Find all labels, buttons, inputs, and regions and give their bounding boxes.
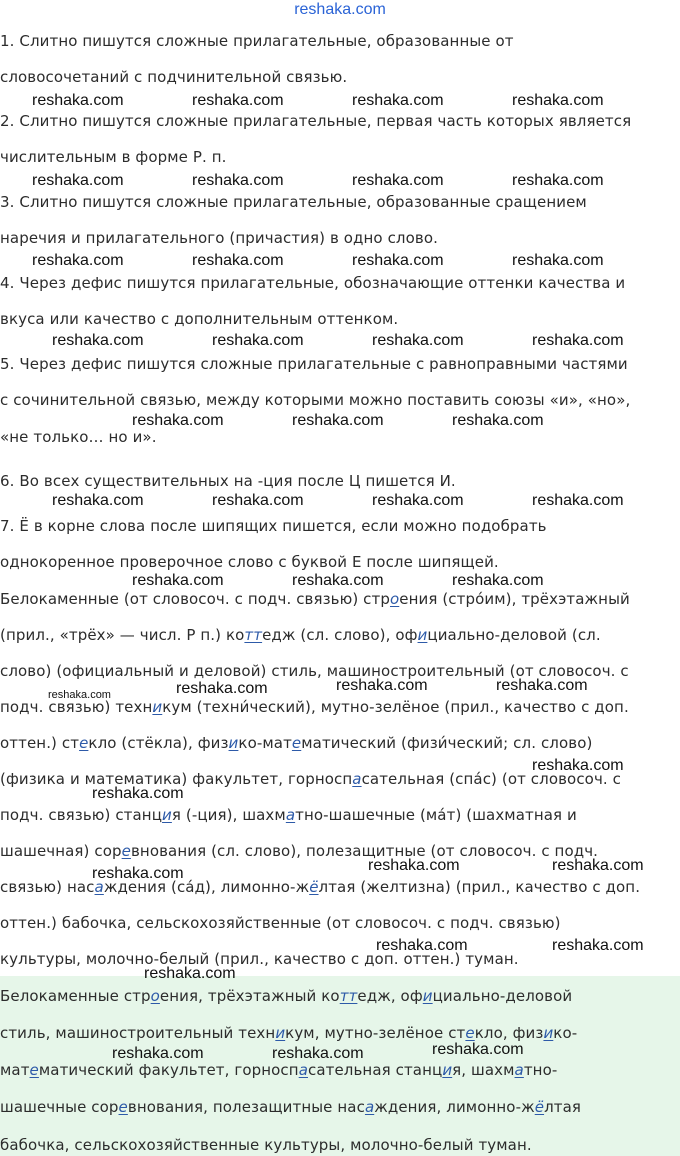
watermark: reshaka.com <box>512 252 604 269</box>
watermark: reshaka.com <box>32 252 124 269</box>
watermark: reshaka.com <box>512 92 604 109</box>
text-segment: кло (стёкла), физ <box>88 734 229 752</box>
watermark: reshaka.com <box>336 677 428 694</box>
highlighted-letter: е <box>121 842 131 860</box>
watermark: reshaka.com <box>532 757 624 774</box>
watermark: reshaka.com <box>292 572 384 589</box>
highlighted-letter: о <box>150 987 160 1005</box>
text-segment: циально-деловой (сл. <box>427 626 601 644</box>
text-segment: ения (стро́им), трёхэтажный <box>399 590 630 608</box>
highlighted-letter: е <box>465 1024 475 1042</box>
text-segment: лтая (желтизна) (прил., качество с доп. <box>318 878 641 896</box>
text-segment: я, шахм <box>452 1061 515 1079</box>
watermark: reshaka.com <box>452 412 544 429</box>
highlighted-letter: тт <box>244 626 263 644</box>
text-segment: шашечная) сор <box>0 842 122 860</box>
text-segment: кум (техни́ческий), мутно-зелёное (прил., качество с доп. <box>162 698 629 716</box>
answer-line <box>0 1061 680 1080</box>
text-segment: внования, полезащитные нас <box>127 1098 365 1116</box>
rule-line: 5. Через дефис пишутся сложные прилагательные с равноправными частями <box>0 355 628 373</box>
watermark: reshaka.com <box>352 172 444 189</box>
highlighted-letter: и <box>228 734 239 752</box>
text-segment: матический факультет, горносп <box>38 1061 299 1079</box>
text-segment: кум, мутно-зелёное ст <box>285 1024 466 1042</box>
highlighted-letter: а <box>285 806 296 824</box>
watermark-small: reshaka.com <box>48 689 111 701</box>
text-segment: оттен.) ст <box>0 734 80 752</box>
highlighted-letter: и <box>417 626 428 644</box>
text-segment: циально-деловой <box>432 987 573 1005</box>
explanation-line <box>0 734 680 753</box>
text-segment: связью) нас <box>0 878 95 896</box>
watermark: reshaka.com <box>352 252 444 269</box>
explanation-line <box>0 590 680 609</box>
highlighted-letter: а <box>298 1061 308 1079</box>
text-segment: подч. связью) станц <box>0 806 163 824</box>
highlighted-letter: и <box>442 1061 453 1079</box>
watermark: reshaka.com <box>292 412 384 429</box>
text-segment: Белокаменные (от словосоч. с подч. связью) стр <box>0 590 390 608</box>
watermark: reshaka.com <box>132 572 224 589</box>
answer-line <box>0 1136 680 1155</box>
answer-line <box>0 1024 680 1043</box>
text-segment: ко- <box>553 1024 578 1042</box>
highlighted-letter: ё <box>534 1098 545 1116</box>
rule-line: 6. Во всех существительных на -ция после Ц пишется И. <box>0 472 456 490</box>
text-segment: культуры, молочно-белый (прил., качество с доп. оттен.) туман. <box>0 950 519 968</box>
watermark: reshaka.com <box>52 332 144 349</box>
text-segment: тно-шашечные (ма́т) (шахматная и <box>295 806 577 824</box>
watermark: reshaka.com <box>92 785 184 802</box>
text-segment: шашечные сор <box>0 1098 119 1116</box>
rule-line: с сочинительной связью, между которыми можно поставить союзы «и», «но», <box>0 391 631 409</box>
text-segment: ждения, лимонно-ж <box>374 1098 535 1116</box>
rule-line: 1. Слитно пишутся сложные прилагательные, образованные от <box>0 32 514 50</box>
explanation-line <box>0 914 680 933</box>
watermark: reshaka.com <box>52 492 144 509</box>
highlighted-letter: е <box>118 1098 128 1116</box>
text-segment: внования (сл. слово), полезащитные (от словосоч. с подч. <box>130 842 599 860</box>
highlighted-letter: и <box>422 987 433 1005</box>
text-segment: тно- <box>523 1061 558 1079</box>
watermark: reshaka.com <box>532 492 624 509</box>
highlighted-letter: а <box>514 1061 524 1079</box>
highlighted-letter: а <box>364 1098 375 1116</box>
text-segment: едж (сл. слово), оф <box>262 626 418 644</box>
highlighted-letter: а <box>352 770 362 788</box>
rule-line: числительным в форме Р. п. <box>0 148 227 166</box>
watermark: reshaka.com <box>372 332 464 349</box>
watermark: reshaka.com <box>112 1045 204 1062</box>
highlighted-letter: е <box>29 1061 39 1079</box>
highlighted-letter: ё <box>309 878 319 896</box>
rule-line: 7. Ё в корне слова после шипящих пишется, если можно подобрать <box>0 517 547 535</box>
text-segment: я (-ция), шахм <box>171 806 286 824</box>
text-segment: Белокаменные стр <box>0 987 151 1005</box>
rule-line: 2. Слитно пишутся сложные прилагательные, первая часть которых является <box>0 112 632 130</box>
watermark: reshaka.com <box>552 857 644 874</box>
watermark: reshaka.com <box>92 865 184 882</box>
answer-line <box>0 987 680 1006</box>
rule-line: однокоренное проверочное слово с буквой Е после шипящей. <box>0 553 499 571</box>
watermark: reshaka.com <box>376 937 468 954</box>
highlighted-letter: а <box>94 878 104 896</box>
highlighted-letter: и <box>162 806 172 824</box>
highlighted-letter: и <box>152 698 163 716</box>
text-segment: кло, физ <box>474 1024 544 1042</box>
highlighted-letter: и <box>275 1024 286 1042</box>
watermark: reshaka.com <box>132 412 224 429</box>
text-segment: слово) (официальный и деловой) стиль, машиностроительный (от словосоч. с <box>0 662 629 680</box>
text-segment: матический (физи́ческий; сл. слово) <box>301 734 593 752</box>
text-segment: сательная (спа́с) (от словосоч. с <box>361 770 622 788</box>
watermark: reshaka.com <box>372 492 464 509</box>
watermark: reshaka.com <box>272 1045 364 1062</box>
text-segment: ения, трёхэтажный ко <box>159 987 340 1005</box>
text-segment: сательная станц <box>307 1061 443 1079</box>
watermark: reshaka.com <box>532 332 624 349</box>
explanation-line <box>0 626 680 645</box>
highlighted-letter: и <box>543 1024 554 1042</box>
rule-line: вкуса или качество с дополнительным оттенком. <box>0 310 399 328</box>
answer-line <box>0 1098 680 1117</box>
text-segment: лтая <box>544 1098 582 1116</box>
rule-line: 3. Слитно пишутся сложные прилагательные, образованные сращением <box>0 193 587 211</box>
text-segment: ко-мат <box>238 734 292 752</box>
highlighted-letter: тт <box>339 987 358 1005</box>
watermark: reshaka.com <box>144 965 236 982</box>
highlighted-letter: о <box>389 590 400 608</box>
text-segment: ждения (са́д), лимонно-ж <box>103 878 310 896</box>
text-segment: оттен.) бабочка, сельскохозяйственные (от словосоч. с подч. связью) <box>0 914 561 932</box>
site-title[interactable]: reshaka.com <box>294 1 386 18</box>
watermark: reshaka.com <box>176 680 268 697</box>
watermark: reshaka.com <box>32 172 124 189</box>
watermark: reshaka.com <box>432 1041 524 1058</box>
rule-line: словосочетаний с подчинительной связью. <box>0 68 348 86</box>
highlighted-letter: е <box>291 734 302 752</box>
text-segment: (прил., «трёх» — числ. Р п.) ко <box>0 626 245 644</box>
rule-line: 4. Через дефис пишутся прилагательные, обозначающие оттенки качества и <box>0 274 626 292</box>
watermark: reshaka.com <box>352 92 444 109</box>
text-segment: мат <box>0 1061 30 1079</box>
watermark: reshaka.com <box>512 172 604 189</box>
watermark: reshaka.com <box>368 857 460 874</box>
highlighted-letter: е <box>79 734 89 752</box>
watermark: reshaka.com <box>452 572 544 589</box>
watermark: reshaka.com <box>212 332 304 349</box>
text-segment: (физика и математика) факультет, горносп <box>0 770 353 788</box>
text-segment: стиль, машиностроительный техн <box>0 1024 276 1042</box>
watermark: reshaka.com <box>552 937 644 954</box>
watermark: reshaka.com <box>192 172 284 189</box>
explanation-line <box>0 806 680 825</box>
watermark: reshaka.com <box>192 92 284 109</box>
watermark: reshaka.com <box>212 492 304 509</box>
rule-line: «не только… но и». <box>0 428 157 446</box>
watermark: reshaka.com <box>192 252 284 269</box>
text-segment: едж, оф <box>357 987 423 1005</box>
watermark: reshaka.com <box>32 92 124 109</box>
watermark: reshaka.com <box>496 677 588 694</box>
text-segment: подч. связью) техн <box>0 698 153 716</box>
text-segment: бабочка, сельскохозяйственные культуры, молочно-белый туман. <box>0 1136 532 1154</box>
rule-line: наречия и прилагательного (причастия) в одно слово. <box>0 229 438 247</box>
